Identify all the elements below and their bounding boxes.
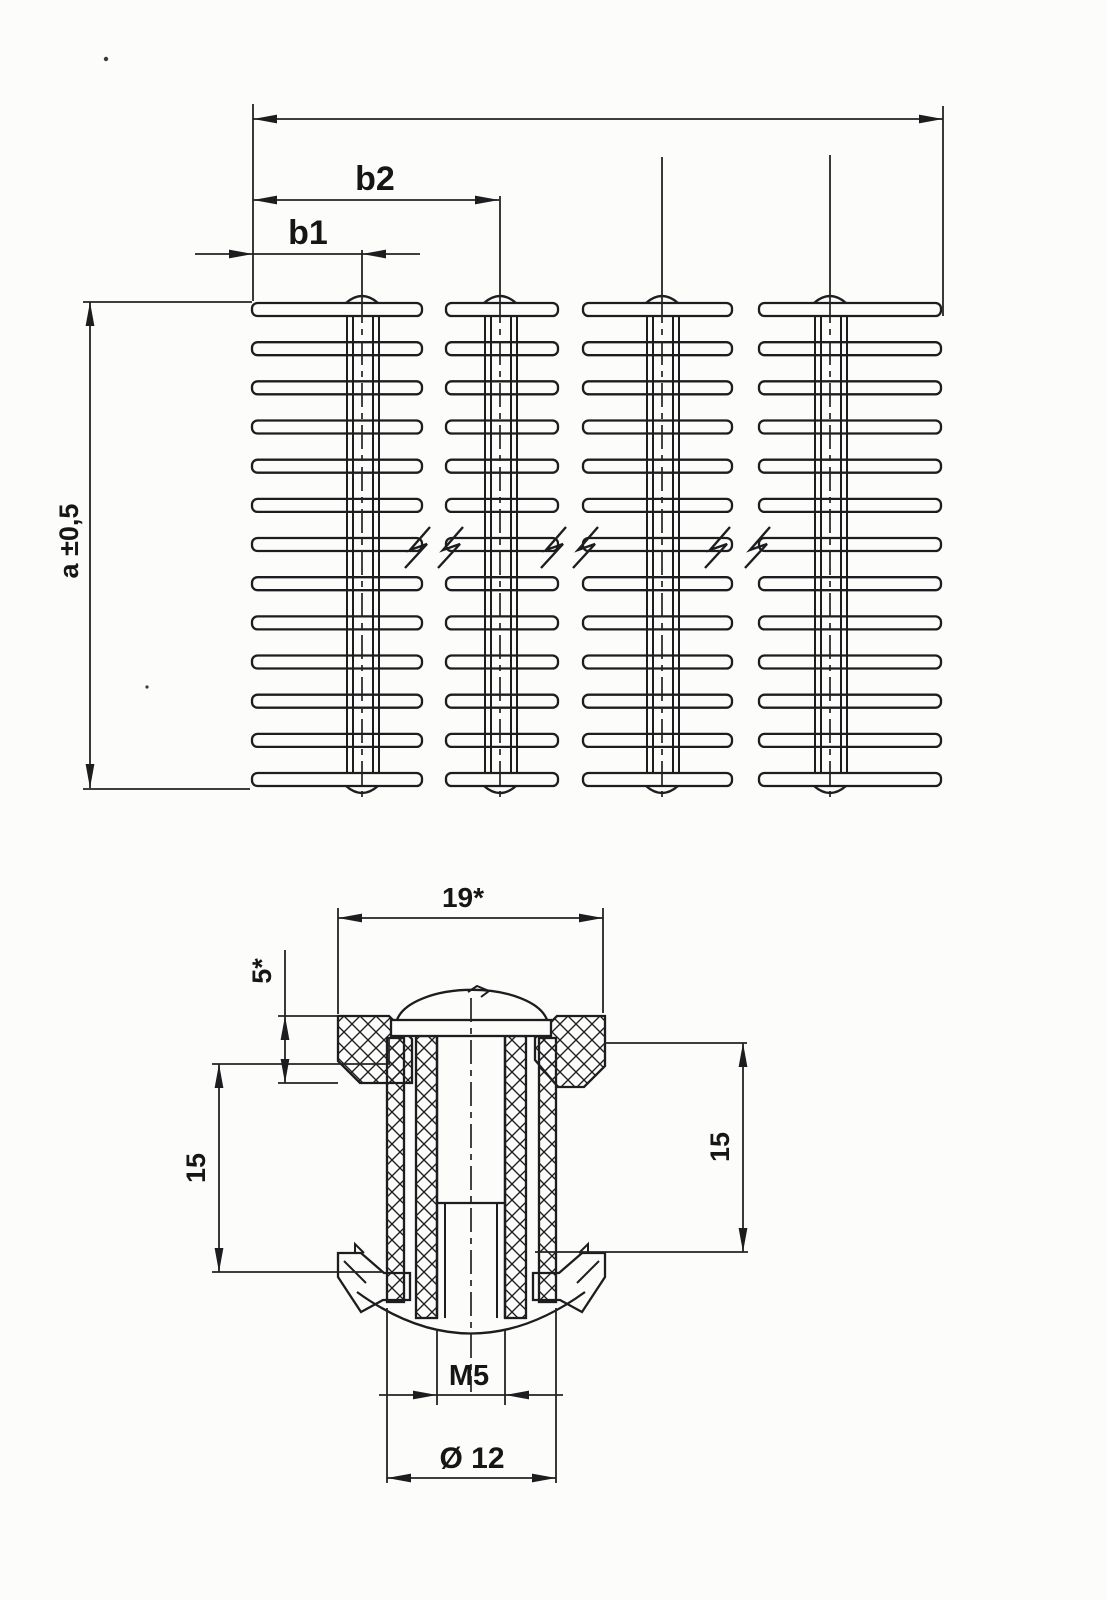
scan-artifact-dot [145,685,148,688]
dim-label: 19* [441,882,485,913]
scan-artifact-dot [104,57,108,61]
dim-label: a ±0,5 [54,503,84,579]
dim-label: 15 [181,1152,211,1184]
dim-label: Ø 12 [439,1442,505,1475]
dim-label: M5 [448,1360,490,1392]
heatsink-top-view [54,104,943,802]
dim-label: 5* [247,958,277,984]
dim-label: b1 [288,214,328,252]
scan-artifacts [104,57,149,689]
dim-label: 15 [705,1131,735,1163]
dim-label: b2 [355,160,395,198]
fastener-section-view [181,882,748,1483]
